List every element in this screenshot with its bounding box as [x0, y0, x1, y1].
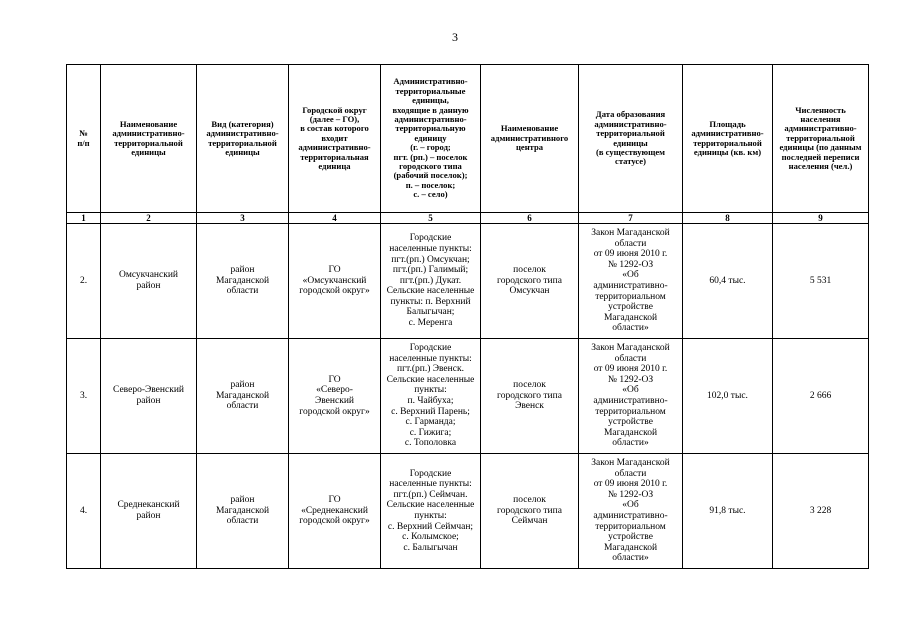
formation-date: Закон Магаданской области от 09 июня 2010 г. № 1292-ОЗ «Об административно- территориальном устройстве Магаданской области» [579, 339, 683, 454]
row-number: 3. [67, 339, 101, 454]
header-cell-area: Площадь административно- территориальной единицы (кв. км) [683, 65, 773, 213]
admin-center: поселок городского типа Омсукчан [481, 224, 579, 339]
unit-name: Среднеканский район [101, 454, 197, 569]
formation-date: Закон Магаданской области от 09 июня 2010 г. № 1292-ОЗ «Об административно- территориальном устройстве Магаданской области» [579, 454, 683, 569]
header-cell-date: Дата образования административно- территориальной единицы (в существующем статусе) [579, 65, 683, 213]
column-number: 8 [683, 213, 773, 224]
page-number: 3 [452, 30, 458, 44]
column-number: 6 [481, 213, 579, 224]
admin-center: поселок городского типа Сеймчан [481, 454, 579, 569]
header-cell-num: № п/п [67, 65, 101, 213]
table-row [67, 339, 869, 454]
column-numbers-row [67, 213, 869, 224]
included-settlements: Городские населенные пункты: пгт.(рп.) Омсукчан; пгт.(рп.) Галимый; пгт.(рп.) Дукат. Сельские населенные пункты: п. Верхний Балыгычан; с. Меренга [381, 224, 481, 339]
unit-name: Омсукчанский район [101, 224, 197, 339]
column-number: 1 [67, 213, 101, 224]
row-number: 4. [67, 454, 101, 569]
header-cell-category: Вид (категория) административно- территориальной единицы [197, 65, 289, 213]
table-row [67, 224, 869, 339]
header-cell-name: Наименование административно- территориальной единицы [101, 65, 197, 213]
formation-date: Закон Магаданской области от 09 июня 2010 г. № 1292-ОЗ «Об административно- территориальном устройстве Магаданской области» [579, 224, 683, 339]
row-number: 2. [67, 224, 101, 339]
admin-units-table [66, 64, 869, 569]
included-settlements: Городские населенные пункты: пгт.(рп.) Сеймчан. Сельские населенные пункты: с. Верхний Сеймчан; с. Колымское; с. Балыгычан [381, 454, 481, 569]
area-value: 60,4 тыс. [683, 224, 773, 339]
urban-district: ГО «Северо- Эвенский городской округ» [289, 339, 381, 454]
population-value: 5 531 [773, 224, 869, 339]
column-number: 3 [197, 213, 289, 224]
header-cell-center: Наименование административного центра [481, 65, 579, 213]
admin-center: поселок городского типа Эвенск [481, 339, 579, 454]
unit-name: Северо-Эвенский район [101, 339, 197, 454]
population-value: 2 666 [773, 339, 869, 454]
column-number: 2 [101, 213, 197, 224]
column-number: 9 [773, 213, 869, 224]
column-number: 4 [289, 213, 381, 224]
header-cell-population: Численность населения административно- территориальной единицы (по данным последней переписи населения (чел.) [773, 65, 869, 213]
population-value: 3 228 [773, 454, 869, 569]
area-value: 91,8 тыс. [683, 454, 773, 569]
unit-category: район Магаданской области [197, 224, 289, 339]
unit-category: район Магаданской области [197, 454, 289, 569]
column-number: 7 [579, 213, 683, 224]
column-number: 5 [381, 213, 481, 224]
area-value: 102,0 тыс. [683, 339, 773, 454]
header-row [67, 65, 869, 213]
unit-category: район Магаданской области [197, 339, 289, 454]
urban-district: ГО «Среднеканский городской округ» [289, 454, 381, 569]
header-cell-units: Административно- территориальные единицы, входящие в данную административно- территориальную единицу (г. – город; пгт. (рп.) – поселок городского типа (рабочий поселок); п. – поселок; с. – село) [381, 65, 481, 213]
included-settlements: Городские населенные пункты: пгт.(рп.) Эвенск. Сельские населенные пункты: п. Чайбуха; с. Верхний Парень; с. Гарманда; с. Гижига; с. Тополовка [381, 339, 481, 454]
urban-district: ГО «Омсукчанский городской округ» [289, 224, 381, 339]
header-cell-district: Городской округ (далее – ГО), в состав которого входит административно- территориальная единица [289, 65, 381, 213]
table-row [67, 454, 869, 569]
